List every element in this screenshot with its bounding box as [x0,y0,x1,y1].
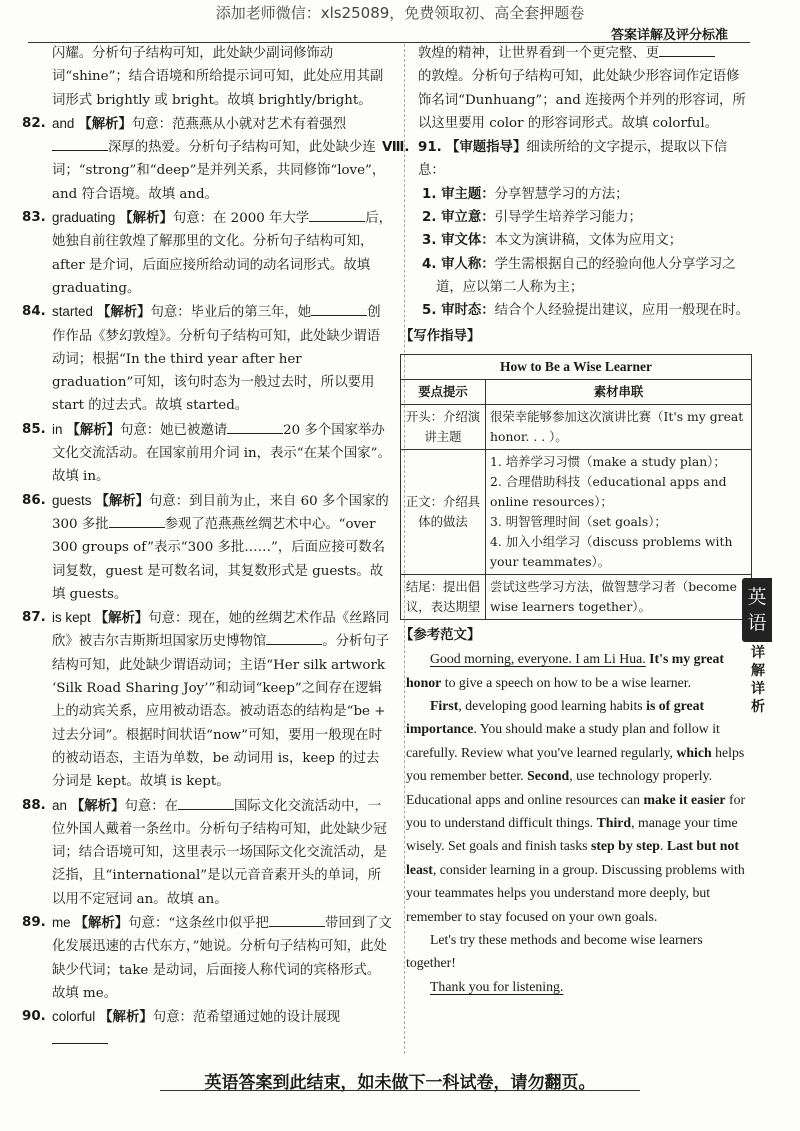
section-roman: Ⅷ. [382,140,410,156]
essay-p3: Let's try these methods and become wise learners together! [406,932,703,971]
item-answer: in [52,421,63,437]
left-column [22,42,392,1053]
plan-value: 1. 培养学习习惯（make a study plan）； 2. 合理借助科技（educational apps and online resources）； 3. 明智管理时间（set goals）； 4. 加入小组学习（discuss problems with your teammates）。 [486,449,752,574]
item-number: 86. [22,492,46,508]
item-answer: graduating [52,210,116,226]
item-tag: 【解析】 [74,914,129,931]
essay-p2: First, developing good learning habits is of great importance. You should make a study plan and follow it carefully. Review what you've learned regularly, which helps you remember better. Second, use technology properly. Educational apps and online resources can make it easier for you to understand difficult things. Third, manage your time wisely. Set goals and finish tasks step by step. Last but not least, consider learning in a group. Discussing problems with your teammates helps you understand more deeply, but remember to stay focused on your own goals. [406,697,746,924]
essay-closing: Thank you for listening. [430,978,564,994]
item-number: 83. [22,210,46,226]
item-text: 后，她独自前往敦煌了解那里的文化。分析句子结构可知，after 是介词，后面应接所给动词的动名词形式。故填 graduating。 [52,211,392,296]
item-text: 句意：她已被邀请 [120,422,228,438]
answer-blank [309,209,365,222]
item-tag: 【解析】 [70,797,125,814]
footer-line [160,1090,640,1091]
item-answer: me [52,914,71,930]
plan-table-title: How to Be a Wise Learner [401,354,752,379]
item-number: 85. [22,421,46,437]
essay-p1: Good morning, everyone. I am Li Hua. It's my great honor to give a speech on how to be a wise learner. [406,651,725,690]
item-answer: an [52,797,67,813]
item-answer: and [52,115,75,131]
info-point: 5. 审时态：结合个人经验提出建议，应用一般现在时。 [422,303,750,319]
item-text: 句意：范燕燕从小就对艺术有着强烈 [131,116,347,132]
info-point: 3. 审文体：本文为演讲稿，文体为应用文； [422,233,683,249]
answer-blank [311,303,367,316]
section-8 [382,136,750,183]
item-text: 。分析句子结构可知，此处缺少谓语动词；主语“Her silk artwork ‘Silk Road Sharing Joy’”和动词“keep”之间存在逻辑上的动宾关系，应用被动语态。被动语态的结构是“be + 过去分词”。根据时间状语“now”可知，要用一般现在时的被动语态，主语为单数，be 动词用 is，keep 的过去分词是 kept。故填 is kept。 [52,634,390,790]
item-number: 84. [22,304,46,320]
item-answer: guests [52,492,92,508]
answer-item [22,794,392,911]
plan-col-2: 素材串联 [486,379,752,404]
section-lead: 细读所给的文字提示，提取以下信息： [418,140,728,179]
subject-subtitle: 详解详析 [751,645,765,715]
plan-row [401,449,752,574]
answer-blank [178,797,234,810]
promo-banner: 添加老师微信：xls25089，免费领取初、高全套押题卷 [215,4,585,22]
page-header: 答案详解及评分标准 [610,28,728,43]
answer-blank [227,421,283,434]
answer-blank [52,1031,108,1044]
item-text: 20 多个国家举办文化交流活动。在国家前用介词 in，表示“在某个国家”。故填 in。 [52,422,391,485]
item-81-cont: 闪耀。分析句子结构可知，此处缺少副词修饰动词“shine”；结合语境和所给提示词可知，此处应用其副词形式 brightly 或 bright。故填 brightly/bright。 [52,46,384,108]
item-number: 87. [22,610,46,626]
item-tag: 【解析】 [99,1009,153,1026]
answer-blank [266,632,322,645]
item-text: 带回到了文化发展迅速的古代东方，”她说。分析句子结构可知，此处缺少代词；take 是动词，后面接人称代词的宾格形式。故填 me。 [52,915,392,1001]
item-tag: 【解析】 [95,492,150,509]
plan-key: 开头：介绍演讲主题 [401,404,486,449]
answer-item [22,300,392,417]
item-text: 句意：在 2000 年大学 [172,211,310,227]
item-answer: started [52,304,93,320]
answer-blank [109,515,165,528]
plan-col-1: 要点提示 [401,379,486,404]
item-tag: 【解析】 [119,210,173,227]
answer-item [22,489,392,606]
item-tag: 【解析】 [66,421,120,438]
plan-row [401,404,752,449]
section-tag: 【审题指导】 [446,139,527,156]
plan-key: 正文：介绍具体的做法 [401,449,486,574]
item-text: 参观了范燕燕丝绸艺术中心。“over 300 groups of”表示“300 多批……”，后面应接可数名词复数，guest 是可数名词，其复数形式是 guests。故填 guests。 [52,516,386,602]
answer-item [22,1005,392,1053]
plan-key: 结尾：提出倡议，表达期望 [401,574,486,619]
plan-value: 尝试这些学习方法，做智慧学习者（become wise learners together）。 [486,574,752,619]
item-text: 句意：毕业后的第三年，她 [150,305,312,321]
item-number: 82. [22,115,46,131]
item-text: 句意：范希望通过她的设计展现 [152,1010,341,1026]
item-text: 句意：在 [124,798,179,814]
model-essay [406,647,746,998]
answer-item [22,206,392,300]
info-point: 2. 审立意：引导学生培养学习能力； [422,210,642,226]
answer-item [22,606,392,793]
plan-value: 很荣幸能够参加这次演讲比赛（It's my great honor. . . ）。 [486,404,752,449]
item-tag: 【解析】 [78,115,132,132]
item-text: 句意：到目前为止，来自 60 多个国家的 300 多批 [52,493,389,532]
item-answer: colorful [52,1009,96,1025]
item-number: 90. [22,1009,46,1025]
plan-table [400,354,752,620]
item-text: 句意：“这条丝巾似乎把 [128,915,269,931]
answer-item [22,418,392,489]
item-90-cont: 敦煌的精神，让世界看到一个更完整、更 的敦煌。分析句子结构可知，此处缺少形容词作定语修饰名词“Dunhuang”；and 连接两个并列的形容词，所以这里要用 color 的形容词形式。故填 colorful。 [418,46,746,131]
plan-row [401,574,752,619]
item-text: 创作作品《梦幻敦煌》。分析句子结构可知，此处缺少谓语动词；根据“In the third year after her graduation”可知，该句时态为一般过去时，所以要用 start 的过去式。故填 started。 [52,305,381,414]
answer-blank [52,138,108,151]
item-number: 88. [22,797,46,813]
info-list [418,183,750,323]
subject-tab: 英语 [742,578,772,642]
answer-item [22,911,392,1005]
writing-guide-title: 【写作指导】 [400,327,481,344]
model-essay-title: 【参考范文】 [400,626,481,643]
right-column [382,42,750,998]
page-footer: 英语答案到此结束，如未做下一科试卷，请勿翻页。 [204,1073,596,1093]
info-point: 4. 审人称：学生需根据自己的经验向他人分享学习之道，应以第二人称为主； [422,256,736,295]
answer-blank [659,44,715,57]
item-text: 国际文化交流活动中，一位外国人戴着一条丝巾。分析句子结构可知，此处缺少冠词；结合语境可知，这里表示一场国际文化交流活动，是泛指，且“international”是以元音音素开头的单词，所以用不定冠词 an。故填 an。 [52,798,387,907]
item-tag: 【解析】 [94,610,149,627]
answer-item [22,112,392,206]
answer-blank [269,914,325,927]
item-text: 句意：现在，她的丝绸艺术作品《丝路同欣》被吉尔吉斯斯坦国家历史博物馆 [52,611,390,650]
item-number: 89. [22,914,46,930]
section-num: 91. [418,140,442,156]
item-text: 深厚的热爱。分析句子结构可知，此处缺少连词；“strong”和“deep”是并列关系，共同修饰“love”，and 符合语境。故填 and。 [52,140,386,202]
item-tag: 【解析】 [96,304,151,321]
info-point: 1. 审主题：分享智慧学习的方法； [422,186,629,202]
item-answer: is kept [52,610,91,626]
